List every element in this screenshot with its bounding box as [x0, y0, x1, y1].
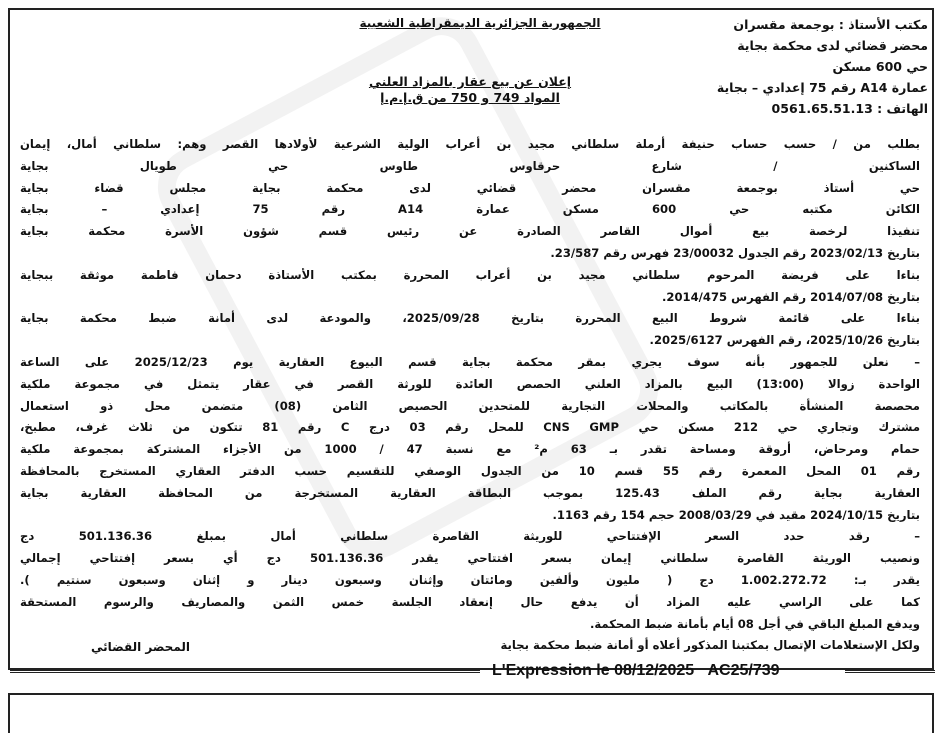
- body-line: بتاريخ 2025/10/26، رقم الفهرس 2025/6127.: [649, 333, 920, 348]
- publication-line: [492, 662, 780, 680]
- body-line: بناءا على فريضة المرحوم سلطاني مجيد بن أعراب المحررة بمكتب الأستاذة دحمان فاطمة موثقة ببجاية: [20, 267, 920, 282]
- office-line: مكتب الأستاذ : بوجمعة مقسران: [733, 17, 928, 32]
- publication-date: L'Expression le 08/12/2025: [492, 662, 695, 679]
- footer-rule-right: [845, 670, 935, 674]
- publication-footer: [0, 658, 950, 684]
- body-line: بتاريخ 2023/02/13 رقم الجدول 23/00032 فهرس رقم 23/587.: [550, 245, 920, 260]
- auction-title: [310, 74, 630, 106]
- body-line: الكائن مكتبه حي 600 مسكن عمارة A14 رقم 75 إعدادي – بجاية: [20, 202, 920, 217]
- body-line: – رقد حدد السعر الإفتتاحي للوريثة القاصرة سلطاني أمال بمبلغ 501.136.36 دج: [20, 529, 921, 544]
- body-line: حي أستاذ بوجمعة مقسران محضر قضائي لدى محكمة بجاية مجلس قضاء بجاية: [20, 180, 920, 195]
- body-line: حمام ومرحاض، أروقة ومساحة تقدر بـ 63 م² مع نسبة 47 / 1000 من الأجزاء المشتركة بمجموعة ملكية: [20, 442, 920, 457]
- body-line: مشترك وتجاري حي 212 مسكن حي CNS GMP للمحل رقم 03 درج C رقم 81 تتكون من ثلاث غرف، مطبخ،: [20, 420, 920, 435]
- body-line: محصصة المنشأة بالمكاتب والمحلات التجارية للمتحدين الحصيص الثامن (08) متضمن محل ذو استعمال: [20, 398, 920, 413]
- auction-title-line1: إعلان عن بيع عقار بالمزاد العلني: [368, 74, 572, 89]
- office-phone: الهاتف : 0561.65.51.13: [771, 101, 928, 116]
- body-line: العقارية بجاية رقم الملف 125.43 بموجب البطاقة العقارية المستخرجة من المحافظة العقارية بجاية: [20, 485, 920, 500]
- body-line: يقدر بـ: 1.002.272.72 دج ( مليون وألفين ومائتان وإثنان وسبعون دينار و إثنان وسبعون سنتيم ).: [20, 572, 920, 587]
- office-line: عمارة A14 رقم 75 إعدادي – بجاية: [716, 80, 928, 95]
- auction-title-line2: المواد 749 و 750 من ق.إ.م.إ: [380, 90, 560, 105]
- bailiff-signature: المحضر القضائي: [90, 640, 190, 654]
- office-line: حي 600 مسكن: [832, 59, 928, 74]
- body-line: تنفيذا لرخصة بيع أموال القاصر الصادرة عن رئيس قسم شؤون الأسرة محكمة بجاية: [20, 224, 920, 239]
- body-line: بتاريخ 2014/07/08 رقم الفهرس 2014/475.: [662, 289, 920, 304]
- body-line: ويدفع المبلغ الباقي في أجل 08 أيام بأمانة ضبط المحكمة.: [589, 616, 920, 631]
- body-line: رقم 01 المحل المعمرة رقم 55 قسم 10 من الجدول الوصفي للتقسيم حسب الدفتر العقاري المستخرج بالمحافظة: [20, 463, 921, 478]
- bailiff-office-header: [668, 14, 928, 119]
- body-line: ولكل الإستعلامات الإتصال بمكتبنا المذكور أعلاه أو أمانة ضبط محكمة بجاية: [500, 638, 920, 653]
- body-line: بطلب من / حسب حساب حنيفة أرملة سلطاني مجيد بن أعراب الولية الشرعية لأولادها القصر وهم: سلطاني أمال، إيمان: [20, 137, 920, 151]
- publication-reference: AC25/739: [707, 662, 780, 679]
- body-line: بتاريخ 2024/10/15 مقيد في 2008/03/29 حجم 154 رقم 1163.: [552, 507, 920, 522]
- notice-body: [20, 134, 920, 657]
- body-line: الساكنين / شارع حرقاوس طاوس حي طويال بجاية: [20, 158, 920, 173]
- body-line: الواحدة زوالا (13:00) البيع بالمزاد العلني الحصص العائدة للورثة القصر في عقار يتمثل في مجموعة ملكية: [20, 376, 920, 391]
- body-line: كما على الراسي عليه المزاد أن يدفع حال إنعقاد الجلسة خمس الثمن والمصاريف والرسوم المستحقة: [20, 594, 920, 609]
- office-line: محضر قضائي لدى محكمة بجاية: [737, 38, 928, 53]
- body-line: – نعلن للجمهور بأنه سوف يجري بمقر محكمة بجاية قسم البيوع العقارية يوم 2025/12/23 على الساعة: [20, 354, 920, 369]
- body-line: بناءا على قائمة شروط البيع المحررة بتاريخ 2025/09/28، والمودعة لدى أمانة ضبط محكمة بجاية: [20, 311, 920, 326]
- next-notice-frame: [8, 693, 934, 733]
- republic-name: الجمهورية الجزائرية الديمقراطية الشعبية: [359, 16, 601, 30]
- republic-heading: [330, 16, 630, 30]
- footer-rule-left: [10, 670, 480, 674]
- body-line: ونصيب الوريثة القاصرة سلطاني إيمان بسعر افتتاحي يقدر 501.136.36 دج أي بسعر إفتتاحي إجمالي: [20, 551, 920, 566]
